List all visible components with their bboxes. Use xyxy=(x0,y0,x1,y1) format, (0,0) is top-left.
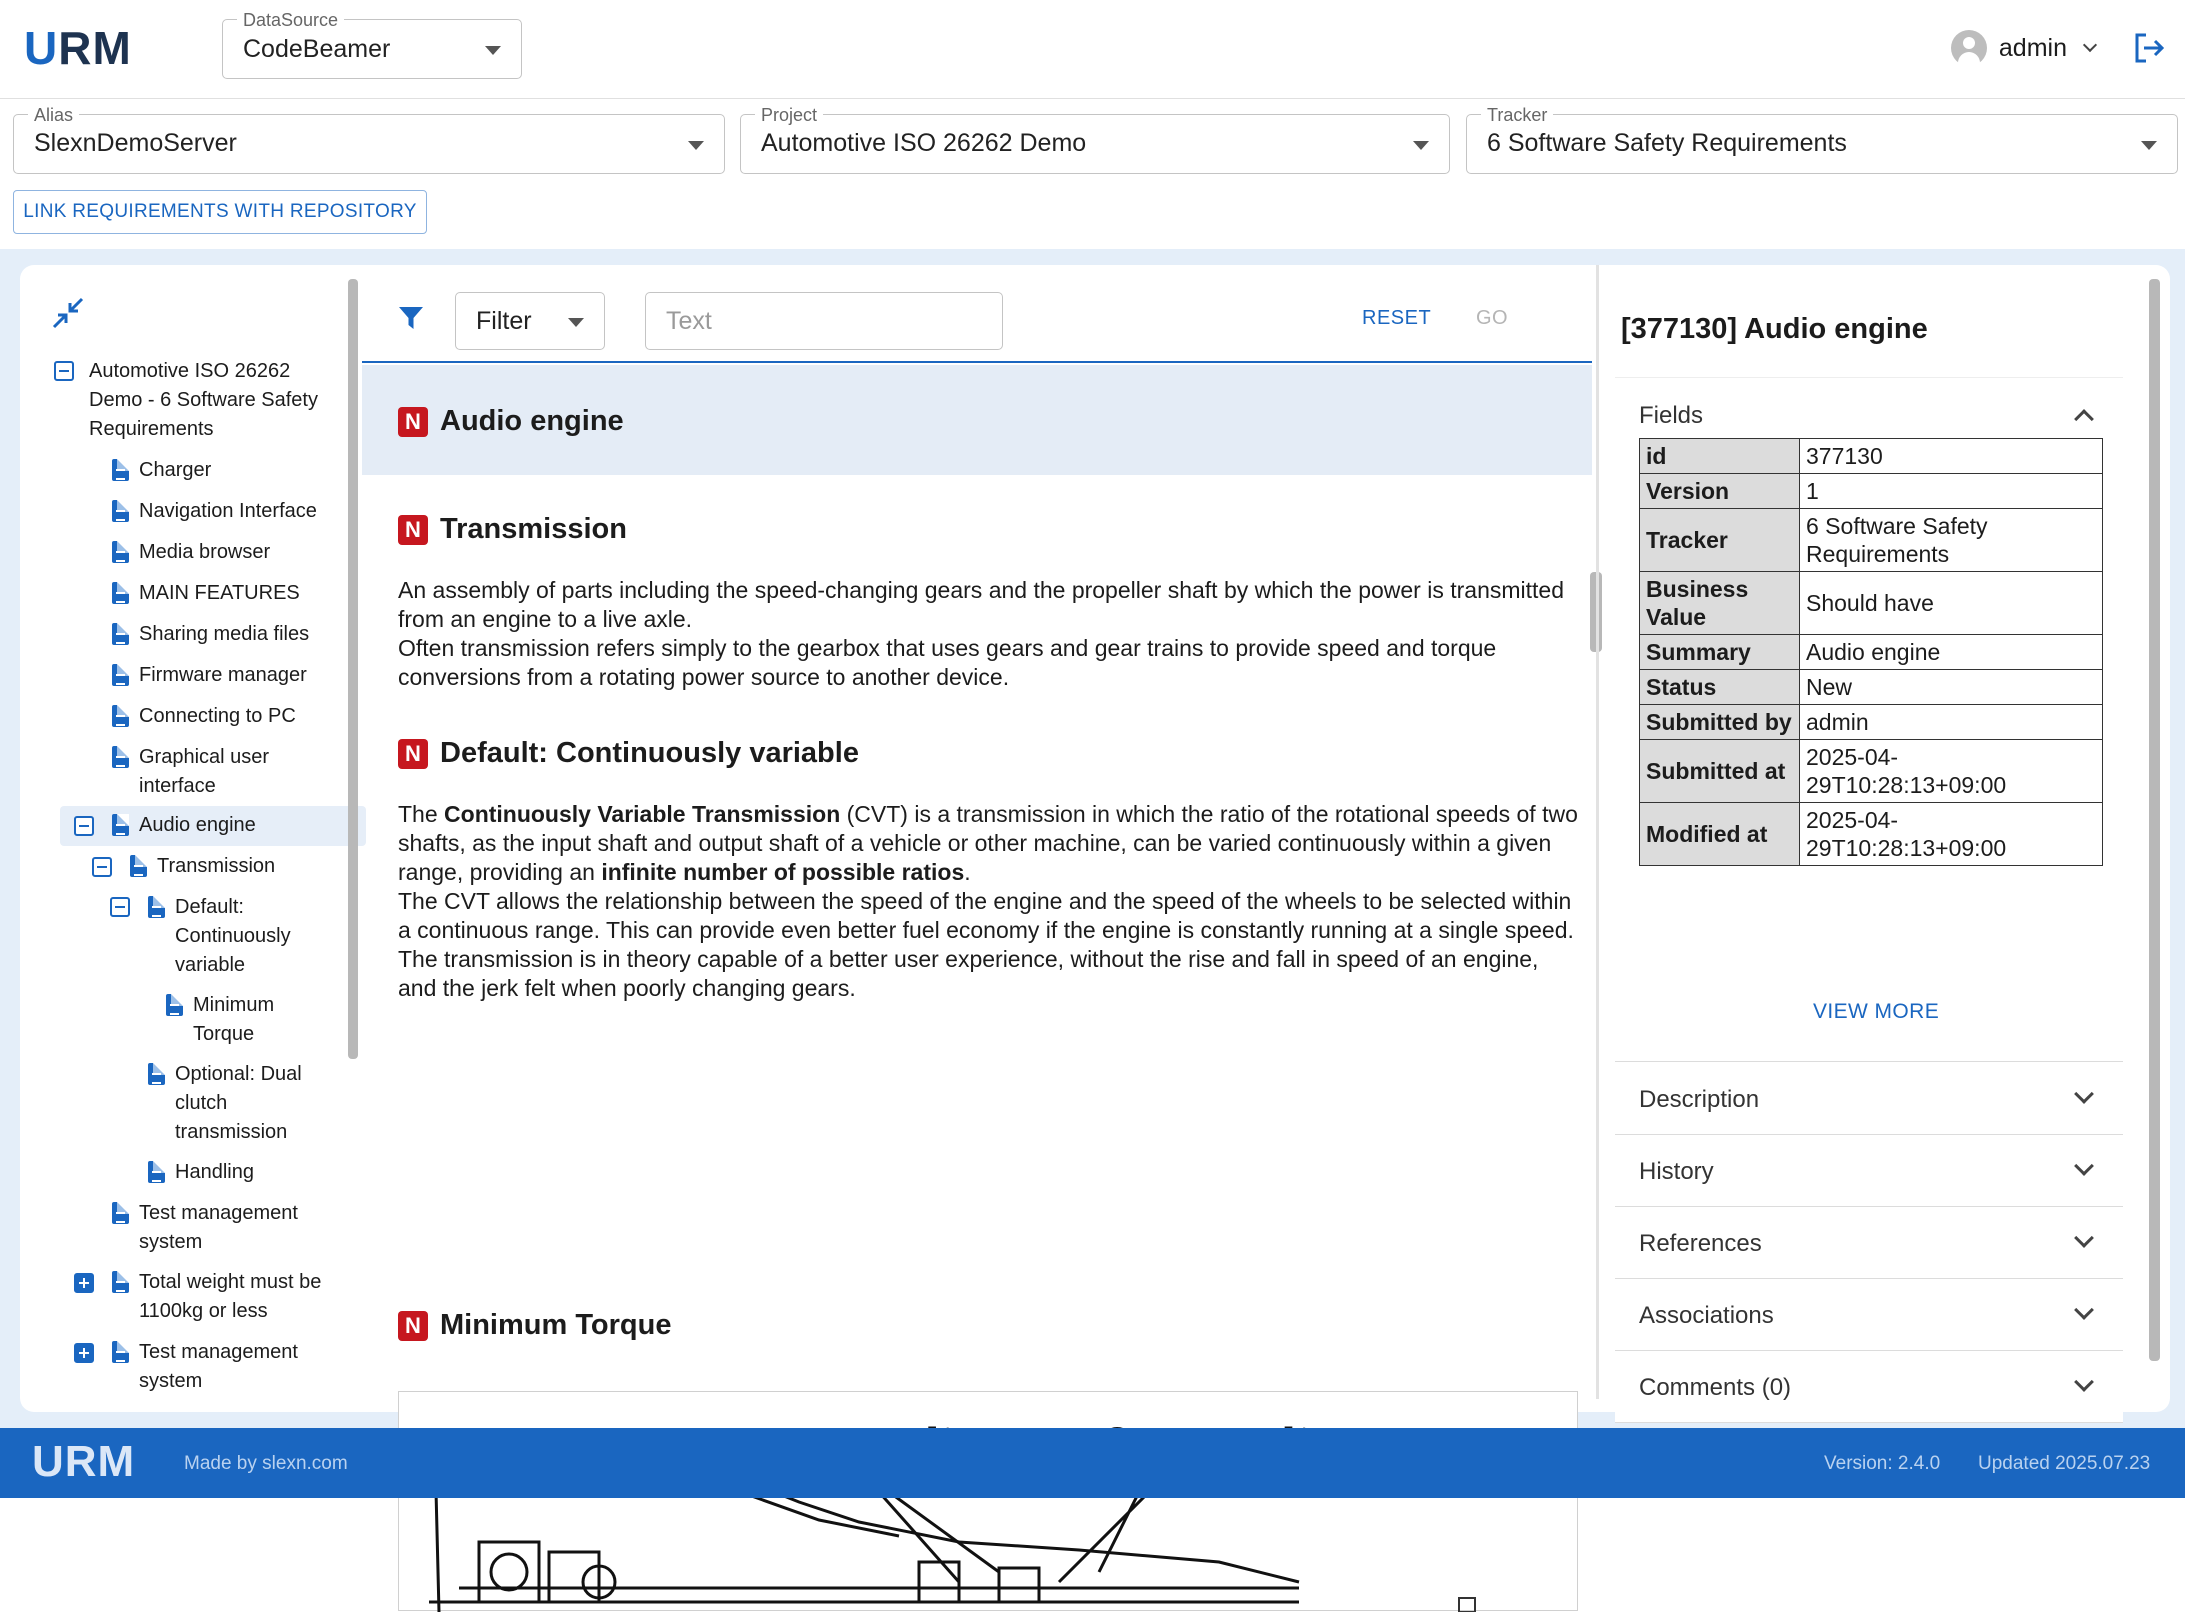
field-value: 2025-04-29T10:28:13+09:00 xyxy=(1800,803,2103,866)
tree-item-navigation-interface[interactable] xyxy=(112,497,317,526)
field-row xyxy=(1640,572,2103,635)
field-value: 2025-04-29T10:28:13+09:00 xyxy=(1800,740,2103,803)
tree-item-label: Transmission xyxy=(157,855,276,877)
tree-root[interactable] xyxy=(89,357,349,444)
tree-item-handling[interactable] xyxy=(148,1158,254,1187)
chevron-down-icon xyxy=(2074,1228,2094,1248)
cvt-description xyxy=(398,800,1578,1003)
go-button[interactable]: GO xyxy=(1476,307,1509,329)
bold-text: infinite number of possible ratios xyxy=(601,859,965,885)
description-accordion[interactable] xyxy=(1615,1065,2123,1135)
accordion-header: Associations xyxy=(1639,1302,1774,1329)
project-value: Automotive ISO 26262 Demo xyxy=(761,129,1087,157)
reset-button[interactable]: RESET xyxy=(1362,307,1432,329)
history-accordion[interactable] xyxy=(1615,1137,2123,1207)
chevron-down-icon xyxy=(2074,1372,2094,1392)
document-icon xyxy=(112,582,129,604)
field-key: Version xyxy=(1640,474,1800,509)
chevron-up-icon[interactable] xyxy=(2074,409,2094,429)
tree-item-test-management[interactable] xyxy=(112,1199,332,1257)
caret-down-icon xyxy=(2141,141,2157,150)
content-panel xyxy=(362,265,1596,1399)
filter-icon[interactable] xyxy=(398,305,424,331)
tree-item-label: Handling xyxy=(175,1161,254,1183)
top-divider xyxy=(0,98,2185,99)
version-text: Version: 2.4.0 xyxy=(1824,1453,1941,1474)
field-key: id xyxy=(1640,439,1800,474)
alias-label: Alias xyxy=(28,105,79,125)
filter-text-placeholder: Text xyxy=(666,307,712,335)
section-title: Minimum Torque xyxy=(440,1309,672,1341)
filter-bar xyxy=(362,265,1592,363)
tree-item-label: Test management system xyxy=(139,1341,298,1392)
project-select[interactable] xyxy=(740,105,1450,174)
datasource-value: CodeBeamer xyxy=(243,35,391,63)
comments-accordion[interactable] xyxy=(1615,1353,2123,1423)
paragraph xyxy=(398,800,1578,887)
datasource-select[interactable] xyxy=(222,10,522,79)
tree-item-audio-engine[interactable] xyxy=(112,811,256,840)
made-by-link[interactable]: Made by slexn.com xyxy=(184,1453,348,1474)
main-card xyxy=(20,265,2170,1412)
chevron-down-icon xyxy=(2083,38,2097,52)
tree-item-label: Connecting to PC xyxy=(139,705,296,727)
cvt-diagram-figure xyxy=(398,1391,1578,1611)
tree-item-connecting-to-pc[interactable] xyxy=(112,702,296,731)
accordion-header: Description xyxy=(1639,1086,1760,1113)
user-menu[interactable] xyxy=(1951,30,2103,66)
field-value: admin xyxy=(1800,705,2103,740)
chevron-down-icon xyxy=(2074,1156,2094,1176)
document-icon xyxy=(112,459,129,481)
caret-down-icon xyxy=(568,318,584,327)
tree-item-charger[interactable] xyxy=(112,456,211,485)
field-value: 1 xyxy=(1800,474,2103,509)
tree-item-firmware-manager[interactable] xyxy=(112,661,307,690)
field-row xyxy=(1640,474,2103,509)
tree-item-label: Minimum Torque xyxy=(193,994,275,1045)
accordion-header: Comments (0) xyxy=(1639,1374,1792,1401)
tree-item-label: Media browser xyxy=(139,541,271,563)
field-key: Status xyxy=(1640,670,1800,705)
filter-text-input[interactable] xyxy=(645,292,1003,350)
document-icon xyxy=(130,855,147,877)
field-value: New xyxy=(1800,670,2103,705)
tree-item-label: Audio engine xyxy=(139,814,256,836)
document-icon xyxy=(112,1341,129,1363)
tree-item-label: Firmware manager xyxy=(139,664,307,686)
document-icon xyxy=(112,1202,129,1224)
view-more-button[interactable]: VIEW MORE xyxy=(1813,1000,1940,1023)
datasource-label: DataSource xyxy=(237,10,344,30)
section-minimum-torque[interactable] xyxy=(398,1309,671,1342)
collapse-toggle-icon[interactable] xyxy=(54,361,74,381)
alias-value: SlexnDemoServer xyxy=(34,129,237,157)
field-key: Summary xyxy=(1640,635,1800,670)
section-transmission[interactable] xyxy=(398,513,627,546)
detail-scrollbar[interactable] xyxy=(2149,279,2160,1361)
field-row xyxy=(1640,803,2103,866)
tree-item-label: MAIN FEATURES xyxy=(139,582,300,604)
requirements-tree xyxy=(20,265,370,1399)
field-value: Audio engine xyxy=(1800,635,2103,670)
tree-item-default-cvt[interactable] xyxy=(148,893,298,980)
document-icon xyxy=(112,500,129,522)
field-row xyxy=(1640,670,2103,705)
associations-accordion[interactable] xyxy=(1615,1281,2123,1351)
filter-select-value: Filter xyxy=(476,307,532,335)
text-run: The xyxy=(398,801,445,827)
new-badge: N xyxy=(398,515,428,545)
collapse-toggle-icon[interactable] xyxy=(74,816,94,836)
document-icon xyxy=(112,746,129,768)
document-icon xyxy=(112,1271,129,1293)
document-icon xyxy=(112,814,129,836)
fields-header[interactable]: Fields xyxy=(1639,402,1704,429)
filter-select[interactable] xyxy=(455,292,605,350)
field-row xyxy=(1640,740,2103,803)
logo-prefix: U xyxy=(24,22,59,74)
fields-table xyxy=(1639,438,2103,866)
tree-item-label: Charger xyxy=(139,459,212,481)
tracker-select[interactable] xyxy=(1466,105,2178,174)
section-default-cvt[interactable] xyxy=(398,737,859,770)
document-icon xyxy=(148,896,165,918)
field-value: Should have xyxy=(1800,572,2103,635)
user-name: admin xyxy=(1998,33,2067,62)
field-value: 6 Software Safety Requirements xyxy=(1800,509,2103,572)
collapse-icon[interactable] xyxy=(52,297,84,329)
field-key: Submitted by xyxy=(1640,705,1800,740)
tracker-label: Tracker xyxy=(1481,105,1553,125)
tree-item-label: Default: Continuously variable xyxy=(175,896,291,976)
tree-root-label: Automotive ISO 26262 Demo - 6 Software Safety Requirements xyxy=(89,360,318,440)
field-key: Tracker xyxy=(1640,509,1800,572)
field-key: Modified at xyxy=(1640,803,1800,866)
paragraph: The CVT allows the relationship between the speed of the engine and the speed of the wheels to be selected within a continuous range. This can provide even better fuel economy if the engine is constantly running at a single speed. The transmission is in theory capable of a better user experience, without the rise and fall in speed of an engine, and the jerk felt when poorly changing gears. xyxy=(398,888,1574,1001)
text-run: (CVT) is a transmission in which the ratio of the rotational speeds of two shafts, as the input shaft and output shaft of a vehicle or other machine, can be varied continuously within a given range, providing an xyxy=(398,801,1578,885)
logout-icon[interactable] xyxy=(2132,31,2166,65)
caret-down-icon xyxy=(688,141,704,150)
tree-item-label: Graphical user interface xyxy=(139,746,270,797)
collapse-toggle-icon[interactable] xyxy=(92,857,112,877)
fields-accordion xyxy=(1615,377,2123,1062)
urm-logo xyxy=(24,22,132,74)
footer-logo: URM xyxy=(32,1437,136,1486)
updated-text: Updated 2025.07.23 xyxy=(1978,1453,2151,1474)
paragraph: An assembly of parts including the speed-changing gears and the propeller shaft by which the power is transmitted from an engine to a live axle. xyxy=(398,577,1564,632)
new-badge: N xyxy=(398,407,428,437)
tree-item-label: Navigation Interface xyxy=(139,500,317,522)
tree-item-graphical-user-interface[interactable] xyxy=(112,743,322,801)
field-row xyxy=(1640,705,2103,740)
section-title: Audio engine xyxy=(440,405,624,437)
transmission-description xyxy=(398,576,1578,692)
document-icon xyxy=(148,1063,165,1085)
paragraph: Often transmission refers simply to the gearbox that uses gears and gear trains to provide speed and torque conversions from a rotating power source to another device. xyxy=(398,635,1497,690)
logo-rest: RM xyxy=(58,22,132,74)
section-title: Default: Continuously variable xyxy=(440,737,859,769)
field-row xyxy=(1640,439,2103,474)
chevron-down-icon xyxy=(2074,1084,2094,1104)
collapse-toggle-icon[interactable] xyxy=(110,897,130,917)
section-audio-engine[interactable] xyxy=(398,405,624,438)
tree-item-main-features[interactable] xyxy=(112,579,300,608)
alias-select[interactable] xyxy=(13,105,725,174)
accordion-header: History xyxy=(1639,1158,1714,1185)
text-run: . xyxy=(964,859,971,885)
tree-item-total-weight[interactable] xyxy=(112,1268,342,1326)
section-title: Transmission xyxy=(440,513,627,545)
tree-item-label: Test management system xyxy=(139,1202,298,1253)
tree-item-media-browser[interactable] xyxy=(112,538,270,567)
field-key: Submitted at xyxy=(1640,740,1800,803)
caret-down-icon xyxy=(1413,141,1429,150)
document-icon xyxy=(166,994,183,1016)
field-row xyxy=(1640,635,2103,670)
avatar xyxy=(1951,30,1987,66)
bold-text: Continuously Variable Transmission xyxy=(444,801,841,827)
link-requirements-button[interactable]: LINK REQUIREMENTS WITH REPOSITORY xyxy=(13,190,427,234)
chevron-down-icon xyxy=(2074,1300,2094,1320)
field-row xyxy=(1640,509,2103,572)
tracker-value: 6 Software Safety Requirements xyxy=(1487,129,1847,157)
detail-title: [377130] Audio engine xyxy=(1621,313,1928,345)
tree-item-transmission[interactable] xyxy=(130,852,275,881)
detail-panel xyxy=(1596,265,2170,1399)
footer xyxy=(0,1428,2185,1498)
document-icon xyxy=(112,541,129,563)
tree-item-test-management-2[interactable] xyxy=(112,1338,332,1396)
document-icon xyxy=(112,705,129,727)
expand-toggle-icon[interactable] xyxy=(74,1273,94,1293)
tree-item-sharing-media-files[interactable] xyxy=(112,620,309,649)
caret-down-icon xyxy=(485,46,501,55)
tree-item-label: Sharing media files xyxy=(139,623,310,645)
document-icon xyxy=(112,664,129,686)
new-badge: N xyxy=(398,739,428,769)
references-accordion[interactable] xyxy=(1615,1209,2123,1279)
project-label: Project xyxy=(755,105,823,125)
field-key: Business Value xyxy=(1640,572,1800,635)
document-icon xyxy=(148,1161,165,1183)
new-badge: N xyxy=(398,1311,428,1341)
expand-toggle-icon[interactable] xyxy=(74,1343,94,1363)
tree-scrollbar[interactable] xyxy=(348,279,358,1059)
field-value: 377130 xyxy=(1800,439,2103,474)
tree-item-label: Total weight must be 1100kg or less xyxy=(139,1271,322,1322)
tree-item-minimum-torque[interactable] xyxy=(166,991,296,1049)
tree-item-dual-clutch[interactable] xyxy=(148,1060,318,1147)
accordion-header: References xyxy=(1639,1230,1762,1257)
transmission-drawing xyxy=(399,1392,1579,1612)
tree-item-label: Optional: Dual clutch transmission xyxy=(175,1063,302,1143)
document-icon xyxy=(112,623,129,645)
